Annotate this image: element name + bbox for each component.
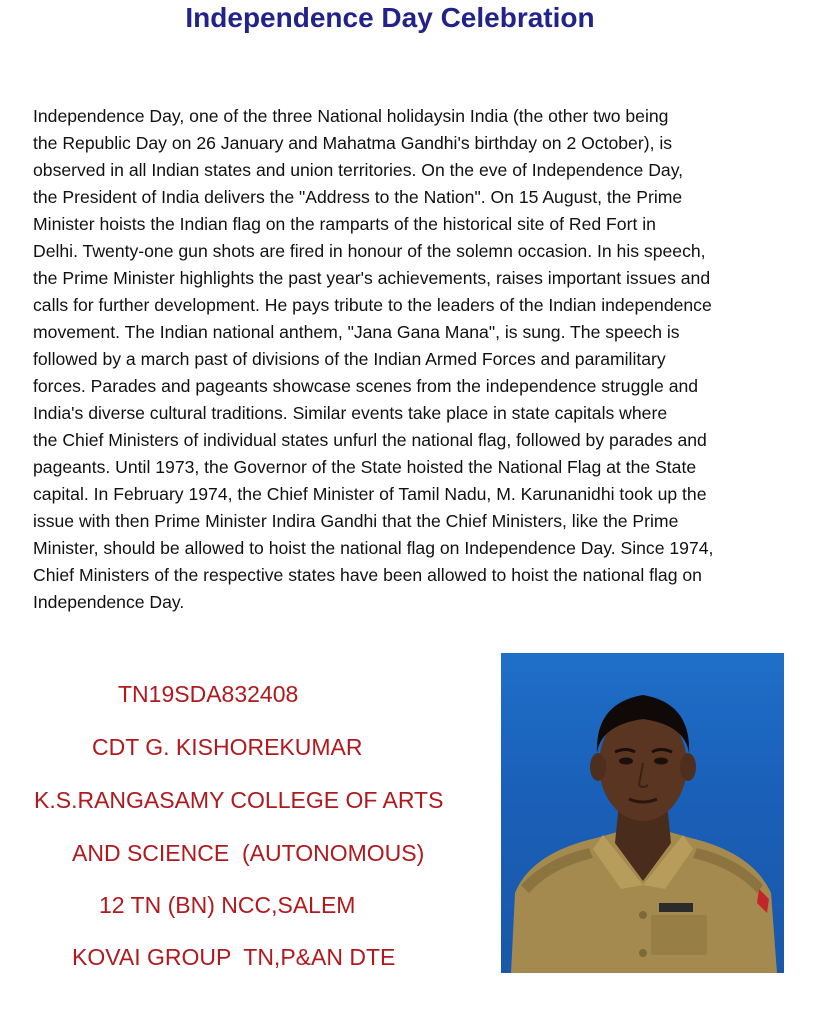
paragraph-line: the Chief Ministers of individual states unfurl the national flag, followed by parades and bbox=[33, 430, 707, 450]
paragraph-line: calls for further development. He pays tribute to the leaders of the Indian independence bbox=[33, 295, 712, 315]
cadet-portrait bbox=[501, 653, 784, 973]
paragraph-line: Independence Day. bbox=[33, 592, 185, 612]
paragraph-line: Minister hoists the Indian flag on the ramparts of the historical site of Red Fort in bbox=[33, 214, 656, 234]
cadet-id: TN19SDA832408 bbox=[118, 681, 299, 707]
paragraph-line: followed by a march past of divisions of the Indian Armed Forces and paramilitary bbox=[33, 349, 666, 369]
college-name-line2: AND SCIENCE (AUTONOMOUS) bbox=[72, 840, 425, 866]
paragraph-line: India's diverse cultural traditions. Similar events take place in state capitals where bbox=[33, 403, 668, 423]
paragraph-line: the President of India delivers the "Address to the Nation". On 15 August, the Prime bbox=[33, 187, 683, 207]
paragraph-line: movement. The Indian national anthem, "Jana Gana Mana", is sung. The speech is bbox=[33, 322, 680, 342]
college-name-line1: K.S.RANGASAMY COLLEGE OF ARTS bbox=[34, 787, 444, 813]
article-paragraph bbox=[33, 103, 793, 616]
ncc-unit: 12 TN (BN) NCC,SALEM bbox=[99, 892, 356, 918]
paragraph-line: the Prime Minister highlights the past year's achievements, raises important issues and bbox=[33, 268, 711, 288]
cadet-photo bbox=[501, 653, 784, 973]
paragraph-line: capital. In February 1974, the Chief Minister of Tamil Nadu, M. Karunanidhi took up the bbox=[33, 484, 707, 504]
paragraph-line: the Republic Day on 26 January and Mahatma Gandhi's birthday on 2 October), is bbox=[33, 133, 673, 153]
paragraph-line: observed in all Indian states and union territories. On the eve of Independence Day, bbox=[33, 160, 684, 180]
paragraph-line: issue with then Prime Minister Indira Gandhi that the Chief Ministers, like the Prime bbox=[33, 511, 679, 531]
paragraph-line: Chief Ministers of the respective states have been allowed to hoist the national flag on bbox=[33, 565, 702, 585]
paragraph-line: Delhi. Twenty-one gun shots are fired in honour of the solemn occasion. In his speech, bbox=[33, 241, 706, 261]
page-title: Independence Day Celebration bbox=[185, 2, 595, 33]
cadet-name: CDT G. KISHOREKUMAR bbox=[92, 734, 363, 760]
paragraph-line: Minister, should be allowed to hoist the national flag on Independence Day. Since 1974, bbox=[33, 538, 714, 558]
paragraph-line: pageants. Until 1973, the Governor of the State hoisted the National Flag at the State bbox=[33, 457, 697, 477]
paragraph-line: forces. Parades and pageants showcase scenes from the independence struggle and bbox=[33, 376, 699, 396]
paragraph-line: Independence Day, one of the three National holidaysin India (the other two being bbox=[33, 106, 669, 126]
ncc-group: KOVAI GROUP TN,P&AN DTE bbox=[72, 944, 396, 970]
